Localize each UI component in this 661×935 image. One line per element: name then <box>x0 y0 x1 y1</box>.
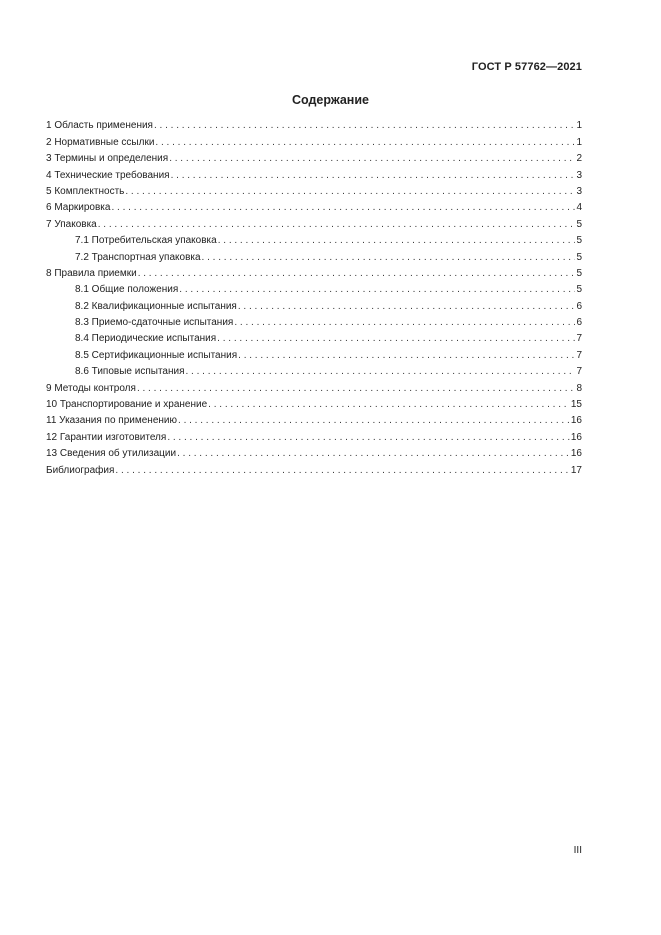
toc-entry[interactable] <box>46 296 582 312</box>
toc-entry-page: 5 <box>576 251 582 263</box>
toc-entry-label: 5 Комплектность <box>46 185 125 197</box>
toc-entry-page: 2 <box>576 153 582 165</box>
toc-entry-page: 7 <box>576 366 582 378</box>
toc-entry[interactable] <box>46 313 582 329</box>
toc-dot-leader <box>186 365 576 378</box>
toc-entry-page: 5 <box>576 284 582 296</box>
toc-entry-label: 10 Транспортирование и хранение <box>46 399 208 411</box>
toc-entry[interactable] <box>46 214 582 230</box>
toc-entry[interactable] <box>46 198 582 214</box>
toc-entry-label: 8.2 Квалификационные испытания <box>75 300 237 312</box>
toc-entry-page: 17 <box>570 464 582 476</box>
toc-entry[interactable] <box>46 427 582 443</box>
toc-entry-page: 7 <box>576 333 582 345</box>
toc-entry-label: 3 Термины и определения <box>46 153 169 165</box>
toc-entry-page: 3 <box>576 185 582 197</box>
toc-entry-label: 6 Маркировка <box>46 202 111 214</box>
toc-entry[interactable] <box>46 231 582 247</box>
toc-entry-page: 6 <box>576 317 582 329</box>
toc-dot-leader <box>238 349 575 362</box>
toc-dot-leader <box>178 414 570 427</box>
toc-entry[interactable] <box>46 345 582 361</box>
toc-entry-label: 2 Нормативные ссылки <box>46 136 155 148</box>
toc-dot-leader <box>202 251 576 264</box>
toc-dot-leader <box>167 431 570 444</box>
toc-dot-leader <box>218 234 576 247</box>
toc-entry-label: 8.1 Общие положения <box>75 284 179 296</box>
toc-entry[interactable] <box>46 411 582 427</box>
toc-dot-leader <box>137 382 576 395</box>
toc-dot-leader <box>154 119 575 132</box>
toc-entry[interactable] <box>46 362 582 378</box>
toc-entry-page: 7 <box>576 349 582 361</box>
table-of-contents <box>46 116 582 477</box>
toc-entry-page: 6 <box>576 300 582 312</box>
toc-entry-page: 5 <box>576 218 582 230</box>
toc-entry-label: 8.4 Периодические испытания <box>75 333 217 345</box>
toc-dot-leader <box>179 283 575 296</box>
toc-title: Содержание <box>291 93 369 107</box>
toc-entry-label: 1 Область применения <box>46 120 153 132</box>
toc-entry[interactable] <box>46 378 582 394</box>
toc-entry-label: 7.2 Транспортная упаковка <box>75 251 201 263</box>
toc-dot-leader <box>98 218 576 231</box>
toc-entry-label: 9 Методы контроля <box>46 382 136 394</box>
toc-entry-page: 1 <box>576 136 582 148</box>
toc-entry-page: 16 <box>570 448 582 460</box>
toc-entry-label: 12 Гарантии изготовителя <box>46 431 167 443</box>
toc-entry-page: 16 <box>570 415 582 427</box>
toc-entry-page: 4 <box>576 202 582 214</box>
toc-entry-label: 8.3 Приемо-сдаточные испытания <box>75 317 234 329</box>
toc-dot-leader <box>234 316 575 329</box>
toc-entry-page: 15 <box>570 399 582 411</box>
toc-entry-label: 8 Правила приемки <box>46 267 137 279</box>
toc-dot-leader <box>138 267 576 280</box>
toc-entry-label: 4 Технические требования <box>46 169 170 181</box>
toc-entry[interactable] <box>46 329 582 345</box>
toc-entry[interactable] <box>46 182 582 198</box>
toc-entry-page: 5 <box>576 235 582 247</box>
toc-dot-leader <box>177 447 570 460</box>
toc-entry[interactable] <box>46 264 582 280</box>
toc-entry-label: Библиография <box>46 464 115 476</box>
document-code: ГОСТ Р 57762—2021 <box>471 61 582 73</box>
toc-entry-page: 1 <box>576 120 582 132</box>
toc-entry-label: 13 Сведения об утилизации <box>46 448 177 460</box>
toc-dot-leader <box>115 464 569 477</box>
toc-entry-page: 8 <box>576 382 582 394</box>
toc-dot-leader <box>111 201 575 214</box>
toc-dot-leader <box>171 169 576 182</box>
toc-entry-page: 3 <box>576 169 582 181</box>
toc-entry[interactable] <box>46 444 582 460</box>
toc-dot-leader <box>155 136 575 149</box>
toc-entry-label: 7 Упаковка <box>46 218 97 230</box>
toc-entry[interactable] <box>46 149 582 165</box>
toc-entry[interactable] <box>46 132 582 148</box>
toc-entry-label: 8.5 Сертификационные испытания <box>75 349 238 361</box>
toc-entry[interactable] <box>46 116 582 132</box>
toc-entry-page: 5 <box>576 267 582 279</box>
toc-dot-leader <box>169 152 575 165</box>
toc-entry-label: 8.6 Типовые испытания <box>75 366 185 378</box>
page-number: III <box>573 845 582 856</box>
toc-entry[interactable] <box>46 280 582 296</box>
toc-dot-leader <box>125 185 575 198</box>
toc-entry[interactable] <box>46 395 582 411</box>
toc-entry[interactable] <box>46 247 582 263</box>
toc-entry[interactable] <box>46 165 582 181</box>
toc-entry-label: 11 Указания по применению <box>46 415 178 427</box>
toc-dot-leader <box>208 398 570 411</box>
toc-entry-page: 16 <box>570 431 582 443</box>
toc-entry[interactable] <box>46 460 582 476</box>
toc-entry-label: 7.1 Потребительская упаковка <box>75 235 217 247</box>
toc-dot-leader <box>217 332 575 345</box>
toc-dot-leader <box>238 300 576 313</box>
